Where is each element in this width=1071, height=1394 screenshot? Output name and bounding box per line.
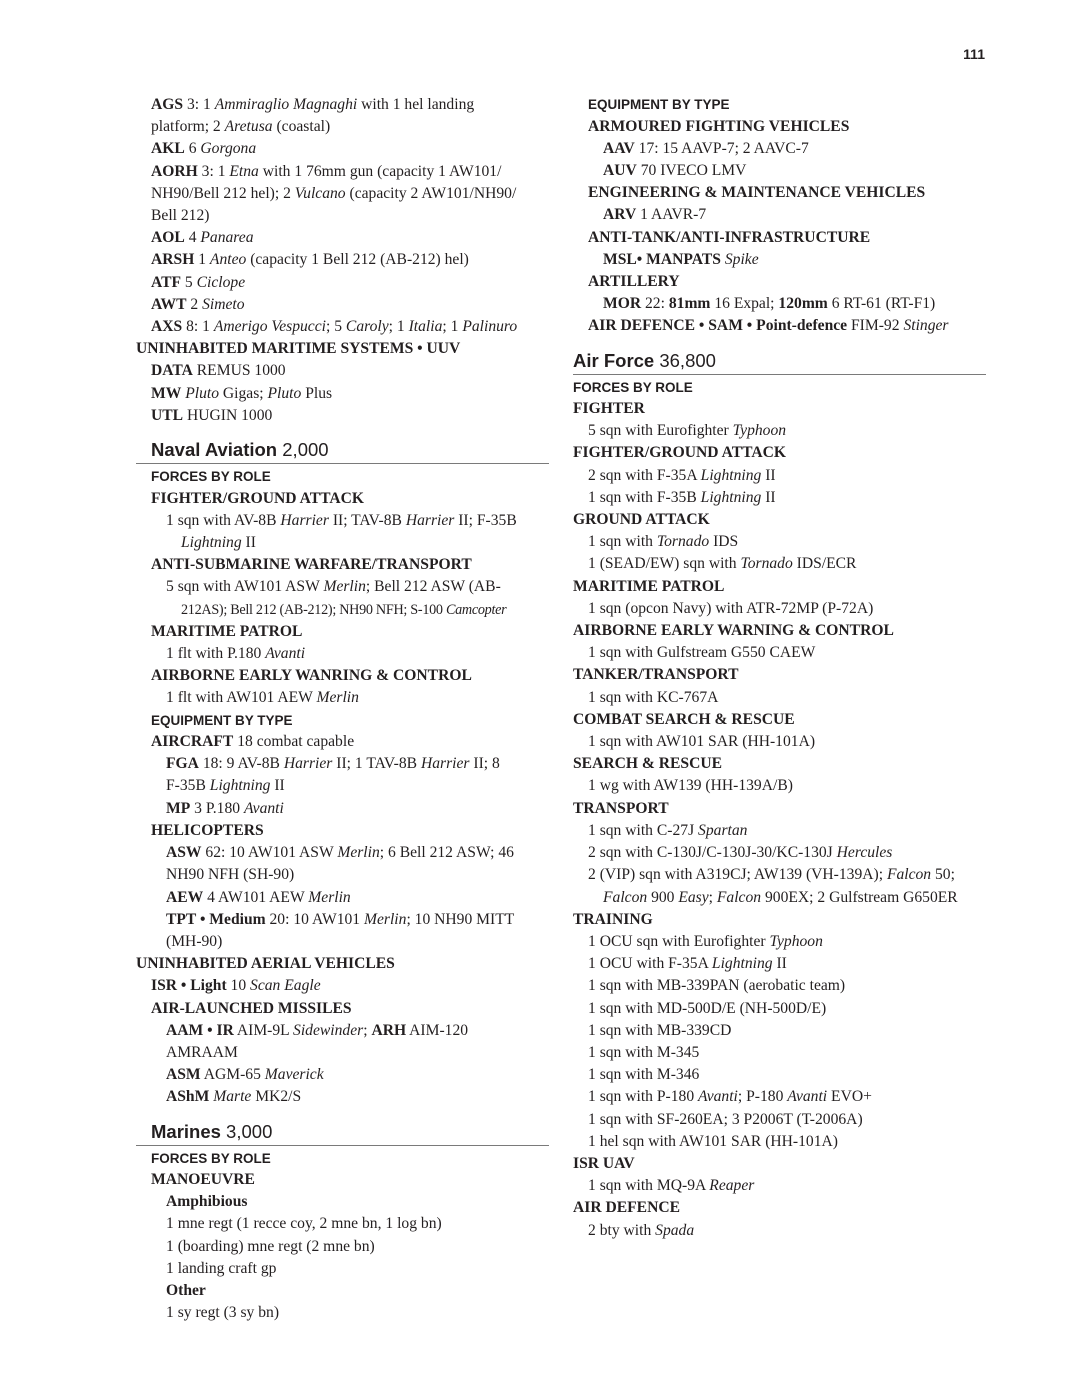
entry-line: 1 sqn with AW101 SAR (HH-101A)	[588, 733, 816, 751]
entry-line: 1 wg with AW139 (HH-139A/B)	[588, 777, 793, 795]
entry-line: AAM • IR AIM-9L Sidewinder; ARH AIM-120	[166, 1021, 469, 1039]
entry-line: 1 sqn with MB-339CD	[588, 1021, 732, 1039]
entry-line: 1 sqn with Tornado IDS	[588, 533, 739, 551]
entry-line: 1 sqn with C-27J Spartan	[588, 821, 748, 839]
subsection-heading: FORCES BY ROLE	[151, 1150, 271, 1166]
section-strength: 3,000	[220, 1120, 273, 1142]
section-name: Air Force	[573, 349, 655, 371]
entry-line: MW Pluto Gigas; Pluto Plus	[151, 384, 333, 402]
entry-line: 1 flt with AW101 AEW Merlin	[166, 689, 359, 707]
category-heading: AIRBORNE EARLY WANRING & CONTROL	[151, 667, 472, 685]
category-heading: ARTILLERY	[588, 272, 680, 290]
entry-line: platform; 2 Aretusa (coastal)	[151, 118, 331, 136]
category-heading: COMBAT SEARCH & RESCUE	[573, 710, 795, 728]
entry-line: 1 sqn with KC-767A	[588, 688, 719, 706]
entry-line: AIRCRAFT 18 combat capable	[151, 733, 355, 751]
entry-line: AShM Marte MK2/S	[166, 1088, 302, 1106]
entry-line: 1 (SEAD/EW) sqn with Tornado IDS/ECR	[588, 555, 857, 573]
entry-line: 2 bty with Spada	[588, 1221, 695, 1239]
entry-line: 5 sqn with AW101 ASW Merlin; Bell 212 ASW (AB-	[166, 578, 501, 596]
entry-line: AKL 6 Gorgona	[151, 140, 257, 158]
category-heading: TRAINING	[573, 910, 653, 928]
category-heading: MARITIME PATROL	[151, 622, 303, 640]
entry-line: 2 sqn with F-35A Lightning II	[588, 466, 776, 484]
entry-line: ASW 62: 10 AW101 ASW Merlin; 6 Bell 212 ASW; 46	[166, 844, 514, 862]
entry-line: 1 mne regt (1 recce coy, 2 mne bn, 1 log bn)	[166, 1215, 442, 1233]
entry-line: MOR 22: 81mm 16 Expal; 120mm 6 RT-61 (RT-F1)	[603, 295, 936, 313]
entry-line: ISR • Light 10 Scan Eagle	[151, 977, 321, 995]
category-heading: ISR UAV	[573, 1154, 635, 1172]
entry-line: 2 (VIP) sqn with A319CJ; AW139 (VH-139A); Falcon 50;	[588, 866, 955, 884]
category-heading: AIR DEFENCE	[573, 1199, 681, 1217]
entry-line: 1 sqn with Gulfstream G550 CAEW	[588, 644, 816, 662]
section-strength: 2,000	[277, 439, 329, 461]
entry-line: AGS 3: 1 Ammiraglio Magnaghi with 1 hel landing	[151, 96, 475, 113]
entry-line: AIR DEFENCE • SAM • Point-defence FIM-92 Stinger	[588, 317, 949, 335]
subsection-heading: EQUIPMENT BY TYPE	[151, 712, 293, 728]
entry-line: NH90 NFH (SH-90)	[166, 866, 295, 884]
category-heading: FIGHTER/GROUND ATTACK	[573, 444, 786, 462]
entry-line: 1 flt with P.180 Avanti	[166, 644, 306, 662]
category-heading: HELICOPTERS	[151, 821, 264, 839]
category-heading: FIGHTER/GROUND ATTACK	[151, 489, 364, 507]
category-heading: ENGINEERING & MAINTENANCE VEHICLES	[588, 184, 926, 202]
entry-line: 2 sqn with C-130J/C-130J-30/KC-130J Hercules	[588, 844, 893, 862]
entry-line: 1 sqn with M-345	[588, 1043, 700, 1061]
entry-line: ATF 5 Ciclope	[151, 273, 246, 291]
entry-line: (MH-90)	[166, 932, 223, 950]
page-number: 111	[963, 46, 985, 62]
category-heading: MARITIME PATROL	[573, 577, 725, 595]
entry-line: MSL• MANPATS Spike	[603, 250, 759, 268]
entry-line: AOL 4 Panarea	[151, 229, 254, 247]
entry-line: 212AS); Bell 212 (AB-212); NH90 NFH; S-100 Camcopter	[181, 601, 507, 618]
subsection-heading: EQUIPMENT BY TYPE	[588, 97, 730, 112]
subsection-heading: FORCES BY ROLE	[151, 469, 271, 485]
category-heading: ANTI-SUBMARINE WARFARE/TRANSPORT	[151, 556, 472, 574]
right-column	[573, 94, 986, 1242]
section-heading	[136, 437, 549, 464]
entry-line: F-35B Lightning II	[166, 777, 285, 795]
entry-line: 1 sqn with P-180 Avanti; P-180 Avanti EVO+	[588, 1088, 872, 1106]
category-heading: GROUND ATTACK	[573, 511, 710, 529]
entry-line: TPT • Medium 20: 10 AW101 Merlin; 10 NH90 MITT	[166, 910, 515, 928]
entry-line: AEW 4 AW101 AEW Merlin	[166, 888, 351, 906]
section-name: Marines	[151, 1120, 221, 1142]
category-heading: SEARCH & RESCUE	[573, 755, 723, 773]
entry-line: AWT 2 Simeto	[151, 295, 245, 313]
category-heading: UNINHABITED MARITIME SYSTEMS • UUV	[136, 340, 461, 358]
entry-line: Other	[166, 1282, 206, 1300]
entry-line: 1 sy regt (3 sy bn)	[166, 1304, 280, 1322]
category-heading: MANOEUVRE	[151, 1171, 255, 1189]
entry-line: AUV 70 IVECO LMV	[603, 161, 747, 179]
entry-line: 1 (boarding) mne regt (2 mne bn)	[166, 1237, 375, 1255]
category-heading: AIRBORNE EARLY WARNING & CONTROL	[573, 622, 894, 640]
section-heading	[136, 1119, 549, 1146]
left-column	[136, 94, 549, 1324]
entry-line: UTL HUGIN 1000	[151, 406, 273, 424]
category-heading: FIGHTER	[573, 400, 645, 418]
entry-line: 1 hel sqn with AW101 SAR (HH-101A)	[588, 1132, 838, 1150]
entry-line: 5 sqn with Eurofighter Typhoon	[588, 422, 787, 440]
entry-line: 1 sqn with MB-339PAN (aerobatic team)	[588, 977, 846, 995]
category-heading: ARMOURED FIGHTING VEHICLES	[588, 117, 850, 135]
entry-line: 1 sqn with MD-500D/E (NH-500D/E)	[588, 999, 827, 1017]
entry-line: ARV 1 AAVR-7	[603, 206, 707, 224]
entry-line: 1 sqn with M-346	[588, 1066, 700, 1084]
entry-line: 1 sqn with SF-260EA; 3 P2006T (T-2006A)	[588, 1110, 863, 1128]
entry-line: Lightning II	[181, 533, 256, 551]
entry-line: 1 sqn with AV-8B Harrier II; TAV-8B Harrier II; F-35B	[166, 511, 517, 529]
entry-line: 1 OCU sqn with Eurofighter Typhoon	[588, 932, 823, 950]
category-heading: TANKER/TRANSPORT	[573, 666, 739, 684]
entry-line: ASM AGM-65 Maverick	[166, 1066, 324, 1084]
entry-line: FGA 18: 9 AV-8B Harrier II; 1 TAV-8B Harrier II; 8	[166, 755, 500, 773]
section-strength: 36,800	[654, 349, 716, 371]
entry-line: 1 sqn with MQ-9A Reaper	[588, 1177, 755, 1195]
category-heading: ANTI-TANK/ANTI-INFRASTRUCTURE	[588, 228, 871, 246]
entry-line: 1 sqn (opcon Navy) with ATR-72MP (P-72A)	[588, 599, 874, 617]
entry-line: AXS 8: 1 Amerigo Vespucci; 5 Caroly; 1 Italia; 1 Palinuro	[151, 318, 518, 336]
entry-line: DATA REMUS 1000	[151, 362, 286, 380]
entry-line: MP 3 P.180 Avanti	[166, 799, 284, 817]
entry-line: 1 landing craft gp	[166, 1259, 277, 1277]
entry-line: 1 OCU with F-35A Lightning II	[588, 955, 787, 973]
category-heading: AIR-LAUNCHED MISSILES	[151, 999, 352, 1017]
subsection-heading: FORCES BY ROLE	[573, 379, 693, 395]
section-name: Naval Aviation	[151, 439, 278, 461]
entry-line: NH90/Bell 212 hel); 2 Vulcano (capacity 2 AW101/NH90/	[151, 184, 517, 202]
entry-line: Falcon 900 Easy; Falcon 900EX; 2 Gulfstream G650ER	[603, 888, 958, 906]
entry-line: ARSH 1 Anteo (capacity 1 Bell 212 (AB-212) hel)	[151, 251, 469, 269]
entry-line: Bell 212)	[151, 207, 210, 225]
entry-line: AAV 17: 15 AAVP-7; 2 AAVC-7	[603, 139, 809, 157]
entry-line: AMRAAM	[166, 1043, 238, 1061]
entry-line: AORH 3: 1 Etna with 1 76mm gun (capacity 1 AW101/	[151, 162, 502, 180]
category-heading: UNINHABITED AERIAL VEHICLES	[136, 955, 395, 973]
entry-line: 1 sqn with F-35B Lightning II	[588, 488, 776, 506]
category-heading: TRANSPORT	[573, 799, 669, 817]
section-heading	[573, 348, 986, 375]
entry-line: Amphibious	[166, 1193, 248, 1211]
